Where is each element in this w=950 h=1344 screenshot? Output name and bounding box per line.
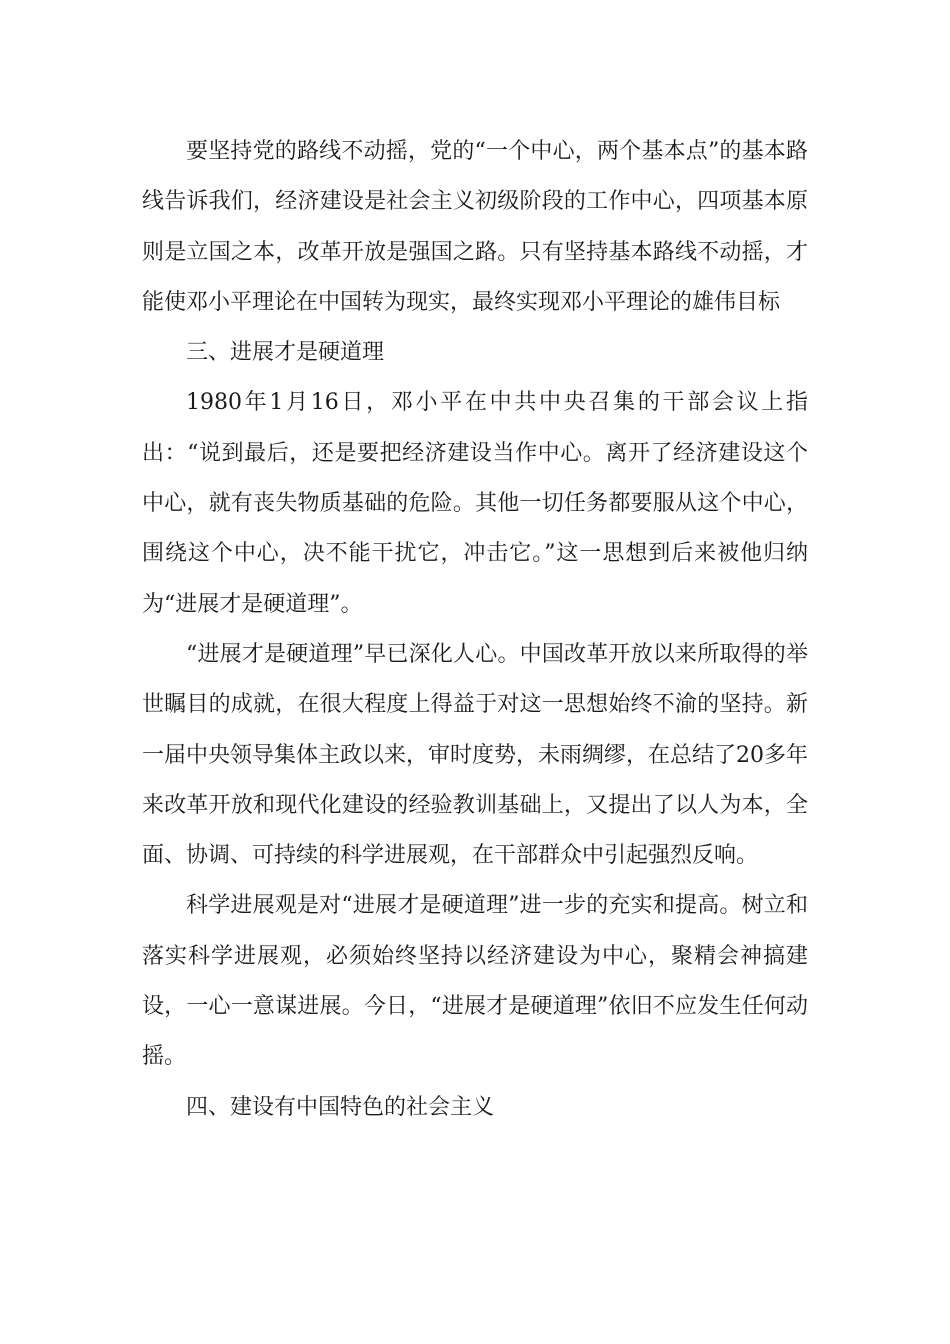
section-heading-3: 三、进展才是硬道理: [186, 340, 385, 366]
paragraph-basic-line: 要坚持党的路线不动摇，党的“一个中心，两个基本点”的基本路线告诉我们，经济建设是社会主义初级阶段的工作中心，四项基本原则是立国之本，改革开放是强国之路。只有坚持基本路线不动摇，才能使邓小平理论在中国转为现实，最终实现邓小平理论的雄伟目标: [142, 139, 808, 315]
document-body: [142, 127, 808, 1133]
paragraph-development-rooted: “进展才是硬道理”早已深化人心。中国改革开放以来所取得的举世瞩目的成就，在很大程度上得益于对这一思想始终不渝的坚持。新一届中央领导集体主政以来，审时度势，未雨绸缪，在总结了20多年来改革开放和现代化建设的经验教训基础上，又提出了以人为本，全面、协调、可持续的科学进展观，在干部群众中引起强烈反响。: [142, 641, 808, 869]
paragraph-1980-speech: 1980年1月16日，邓小平在中共中央召集的干部会议上指出：“说到最后，还是要把经济建设当作中心。离开了经济建设这个中心，就有丧失物质基础的危险。其他一切任务都要服从这个中心，围绕这个中心，决不能干扰它，冲击它。”这一思想到后来被他归纳为“进展才是硬道理”。: [142, 390, 808, 617]
section-heading-4: 四、建设有中国特色的社会主义: [186, 1094, 495, 1120]
paragraph-scientific-outlook: 科学进展观是对“进展才是硬道理”进一步的充实和提高。树立和落实科学进展观，必须始终坚持以经济建设为中心，聚精会神搞建设，一心一意谋进展。今日，“进展才是硬道理”依旧不应发生任何动摇。: [142, 893, 808, 1070]
